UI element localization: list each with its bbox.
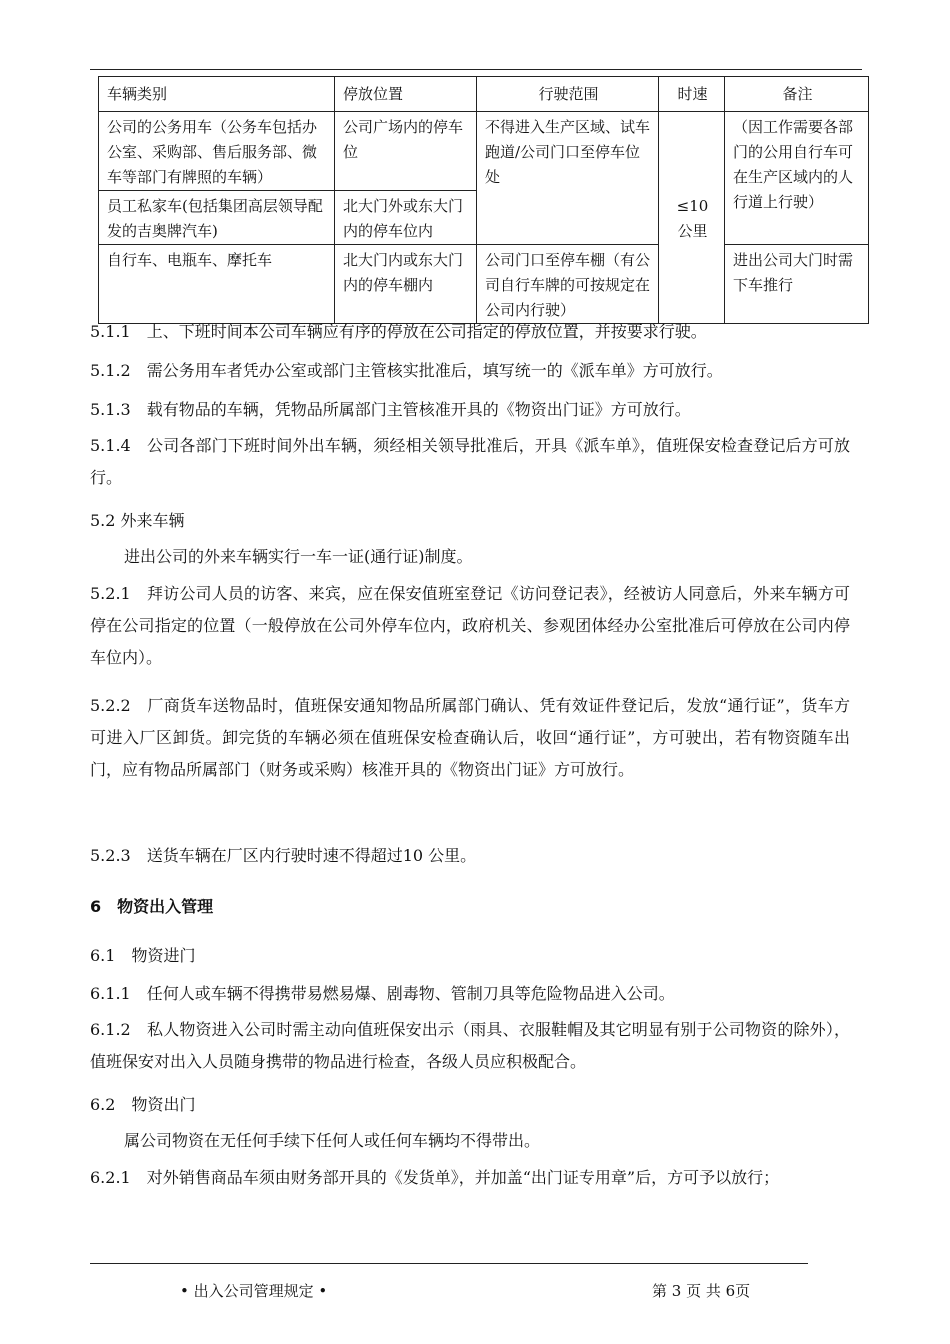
footer-page-number: 第 3 页 共 6页 xyxy=(652,1282,751,1300)
cell-range: 公司门口至停车棚（有公司自行车牌的可按规定在公司内行驶） xyxy=(477,245,659,324)
table-header-row xyxy=(99,77,869,112)
speed-unit: 公里 xyxy=(677,222,708,240)
clause-6-1-2: 6.1.2 私人物资进入公司时需主动向值班保安出示（雨具、衣服鞋帽及其它明显有别于公司物资的除外），值班保安对出入人员随身携带的物品进行检查，各级人员应积极配合。 xyxy=(90,1020,850,1071)
header-rule xyxy=(90,69,862,70)
cell-note: （因工作需要各部门的公用自行车可在生产区域内的人行道上行驶） xyxy=(725,112,869,245)
table-row xyxy=(99,245,869,324)
footer-document-title: • 出入公司管理规定 • xyxy=(180,1282,328,1300)
section-6-1-heading: 6.1 物资进门 xyxy=(90,946,196,965)
speed-value: ≤10 xyxy=(676,197,709,215)
header-speed: 时速 xyxy=(659,77,725,112)
clause-5-2-1: 5.2.1 拜访公司人员的访客、来宾，应在保安值班室登记《访问登记表》，经被访人同意后，外来车辆方可停在公司指定的位置（一般停放在公司外停车位内，政府机关、参观团体经办公室批准后可停放在公司内停车位内）。 xyxy=(90,584,850,667)
section-5-2-heading: 5.2 外来车辆 xyxy=(90,511,185,530)
cell-category: 员工私家车(包括集团高层领导配发的吉奥牌汽车) xyxy=(99,191,335,245)
header-driving-range: 行驶范围 xyxy=(477,77,659,112)
cell-speed xyxy=(659,112,725,324)
footer-rule xyxy=(90,1263,808,1264)
cell-note: 进出公司大门时需下车推行 xyxy=(725,245,869,324)
clause-6-1-1: 6.1.1 任何人或车辆不得携带易燃易爆、剧毒物、管制刀具等危险物品进入公司。 xyxy=(90,984,675,1003)
section-6-heading: 6 物资出入管理 xyxy=(90,897,214,916)
cell-range: 不得进入生产区域、试车跑道/公司门口至停车位处 xyxy=(477,112,659,245)
cell-location: 北大门外或东大门内的停车位内 xyxy=(335,191,477,245)
clause-5-2-3: 5.2.3 送货车辆在厂区内行驶时速不得超过10 公里。 xyxy=(90,846,477,865)
clause-6-2-1: 6.2.1 对外销售商品车须由财务部开具的《发货单》，并加盖“出门证专用章”后，方可予以放行； xyxy=(90,1168,780,1187)
header-vehicle-category: 车辆类别 xyxy=(99,77,335,112)
clause-5-1-1: 5.1.1 上、下班时间本公司车辆应有序的停放在公司指定的停放位置，并按要求行驶。 xyxy=(90,322,707,341)
cell-location: 北大门内或东大门内的停车棚内 xyxy=(335,245,477,324)
section-6-2-body: 属公司物资在无任何手续下任何人或任何车辆均不得带出。 xyxy=(124,1131,541,1150)
clause-5-1-4: 5.1.4 公司各部门下班时间外出车辆，须经相关领导批准后，开具《派车单》，值班保安检查登记后方可放行。 xyxy=(90,436,850,487)
cell-category: 公司的公务用车（公务车包括办公室、采购部、售后服务部、微车等部门有牌照的车辆） xyxy=(99,112,335,191)
section-6-2-heading: 6.2 物资出门 xyxy=(90,1095,196,1114)
section-5-2-body: 进出公司的外来车辆实行一车一证(通行证)制度。 xyxy=(124,547,473,566)
header-parking-location: 停放位置 xyxy=(335,77,477,112)
header-note: 备注 xyxy=(725,77,869,112)
clause-5-1-3: 5.1.3 载有物品的车辆，凭物品所属部门主管核准开具的《物资出门证》方可放行。 xyxy=(90,400,691,419)
vehicle-rules-table xyxy=(98,76,869,324)
table-row xyxy=(99,112,869,191)
clause-5-2-2: 5.2.2 厂商货车送物品时，值班保安通知物品所属部门确认、凭有效证件登记后，发放“通行证”，货车方可进入厂区卸货。卸完货的车辆必须在值班保安检查确认后，收回“通行证”，方可驶出，若有物资随车出门，应有物品所属部门（财务或采购）核准开具的《物资出门证》方可放行。 xyxy=(90,696,850,779)
cell-category: 自行车、电瓶车、摩托车 xyxy=(99,245,335,324)
clause-5-1-2: 5.1.2 需公务用车者凭办公室或部门主管核实批准后，填写统一的《派车单》方可放行。 xyxy=(90,361,723,380)
cell-location: 公司广场内的停车位 xyxy=(335,112,477,191)
